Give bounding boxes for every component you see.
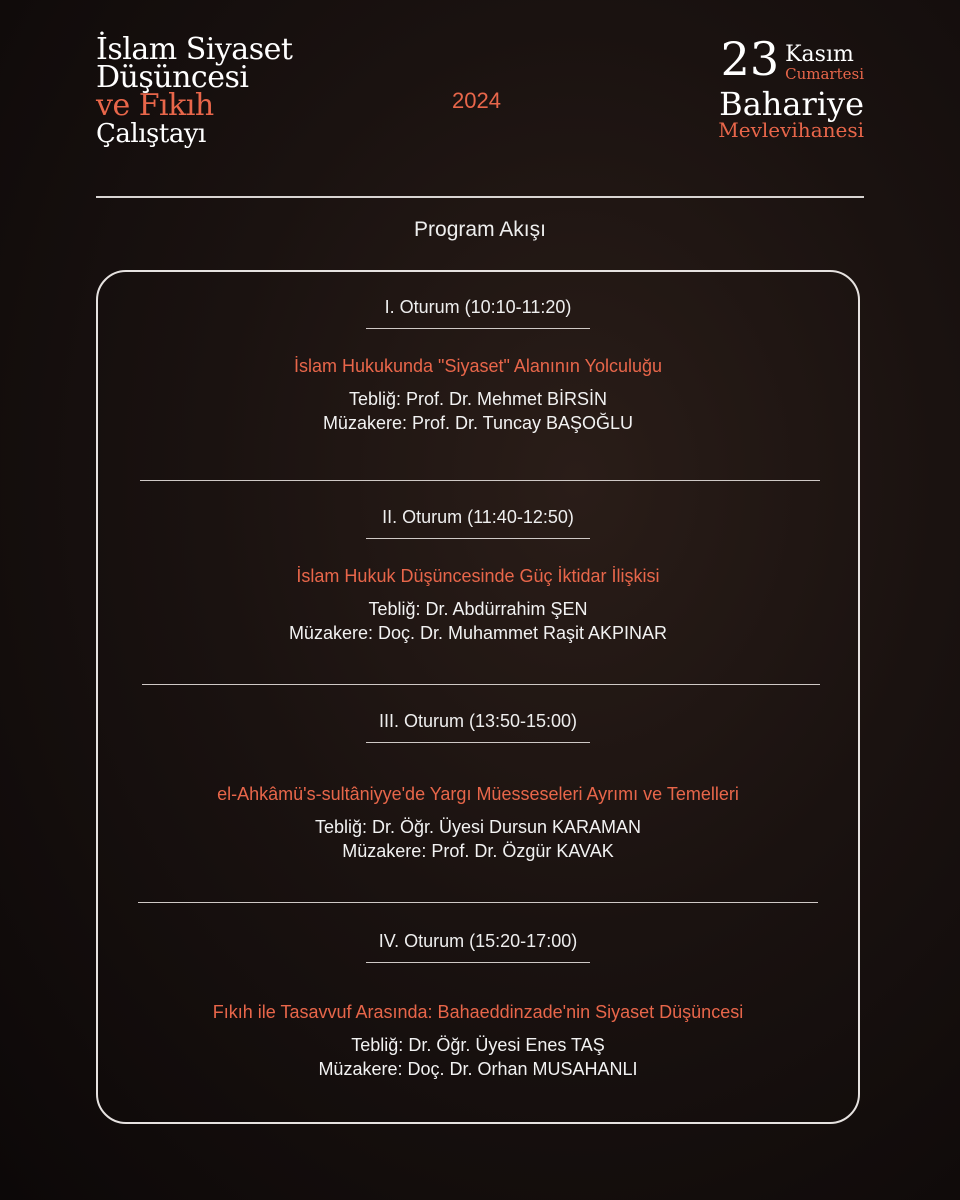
tebligh-line: Tebliğ: Dr. Öğr. Üyesi Dursun KARAMAN [314, 817, 642, 837]
session-2 [98, 506, 858, 645]
session-1 [98, 296, 858, 435]
session-heading-rule [366, 962, 590, 963]
date-venue-block [718, 32, 864, 142]
session-heading-rule [366, 538, 590, 539]
venue-name: Bahariye [719, 85, 864, 123]
tebligh-line: Tebliğ: Prof. Dr. Mehmet BİRSİN [348, 389, 608, 409]
session-topic: Fıkıh ile Tasavvuf Arasında: Bahaeddinzade'nin Siyaset Düşüncesi [212, 1002, 744, 1022]
program-panel [96, 270, 860, 1124]
session-4 [98, 930, 858, 1081]
session-topic: İslam Hukukunda "Siyaset" Alanının Yolculuğu [293, 356, 662, 376]
session-people [98, 387, 858, 435]
session-heading: IV. Oturum (15:20-17:00) [378, 931, 578, 951]
session-heading-rule [366, 742, 590, 743]
event-title [96, 32, 293, 149]
session-people [98, 597, 858, 645]
session-separator [142, 684, 820, 685]
title-line-1: İslam Siyaset [96, 32, 293, 67]
date-row [718, 32, 864, 86]
session-heading: III. Oturum (13:50-15:00) [378, 711, 578, 731]
event-day: 23 [720, 32, 780, 86]
program-title: Program Akışı [414, 218, 546, 241]
muzakere-line: Müzakere: Prof. Dr. Tuncay BAŞOĞLU [322, 413, 634, 433]
title-line-4: Çalıştayı [96, 119, 206, 149]
venue-subname: Mevlevihanesi [718, 118, 864, 142]
session-heading: I. Oturum (10:10-11:20) [384, 297, 572, 317]
muzakere-line: Müzakere: Prof. Dr. Özgür KAVAK [342, 841, 614, 861]
session-separator [140, 480, 820, 481]
event-month: Kasım [785, 42, 854, 67]
tebligh-line: Tebliğ: Dr. Öğr. Üyesi Enes TAŞ [351, 1035, 605, 1055]
session-heading-rule [366, 328, 590, 329]
session-people [98, 815, 858, 863]
muzakere-line: Müzakere: Doç. Dr. Muhammet Raşit AKPINAR [288, 623, 668, 643]
title-line-2: Düşüncesi [96, 60, 249, 95]
session-topic: İslam Hukuk Düşüncesinde Güç İktidar İlişkisi [296, 566, 660, 586]
session-people [98, 1033, 858, 1081]
muzakere-line: Müzakere: Doç. Dr. Orhan MUSAHANLI [318, 1059, 638, 1079]
month-weekday [785, 44, 864, 82]
session-3 [98, 710, 858, 863]
session-separator [138, 902, 818, 903]
tebligh-line: Tebliğ: Dr. Abdürrahim ŞEN [368, 599, 588, 619]
event-year: 2024 [452, 88, 501, 113]
header-divider [96, 196, 864, 198]
session-heading: II. Oturum (11:40-12:50) [382, 507, 574, 527]
title-line-3: ve Fıkıh [96, 88, 214, 123]
session-topic: el-Ahkâmü's-sultâniyye'de Yargı Müesseseleri Ayrımı ve Temelleri [217, 784, 739, 804]
event-weekday: Cumartesi [785, 65, 864, 83]
